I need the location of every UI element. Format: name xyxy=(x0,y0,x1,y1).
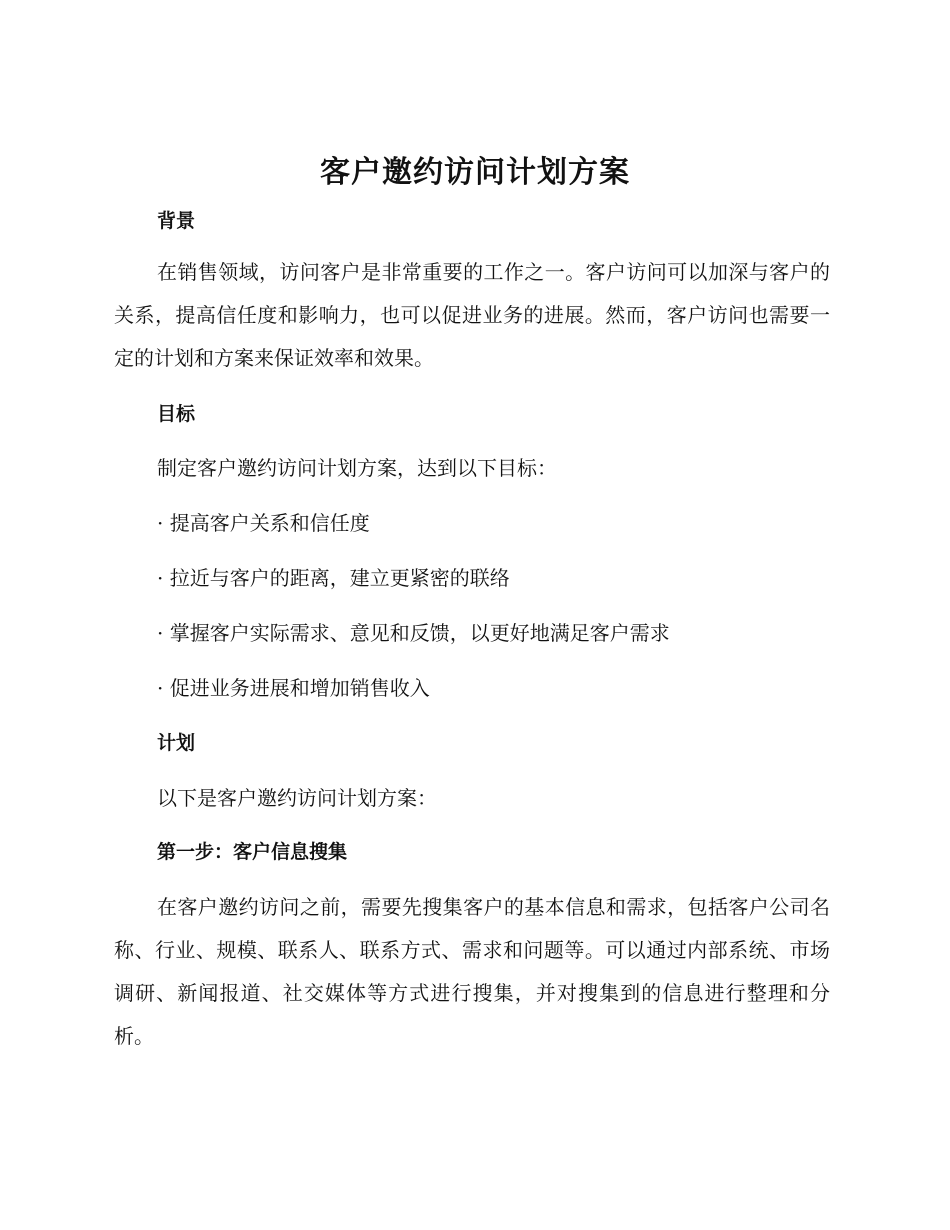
goal-list-item: · 促进业务进展和增加销售收入 xyxy=(157,676,430,700)
goal-list-item: · 拉近与客户的距离，建立更紧密的联络 xyxy=(157,566,510,590)
step1-paragraph: 在客户邀约访问之前，需要先搜集客户的基本信息和需求，包括客户公司名称、行业、规模、联系人、联系方式、需求和问题等。可以通过内部系统、市场调研、新闻报道、社交媒体等方式进行搜集，并对搜集到的信息进行整理和分析。 xyxy=(114,895,830,1048)
goals-intro: 制定客户邀约访问计划方案，达到以下目标： xyxy=(157,456,557,480)
background-paragraph: 在销售领域，访问客户是非常重要的工作之一。客户访问可以加深与客户的关系，提高信任度和影响力，也可以促进业务的进展。然而，客户访问也需要一定的计划和方案来保证效率和效果。 xyxy=(114,260,830,370)
goal-list-item: · 掌握客户实际需求、意见和反馈，以更好地满足客户需求 xyxy=(157,621,670,645)
section-heading-background: 背景 xyxy=(157,210,196,232)
section-heading-plan: 计划 xyxy=(157,732,196,754)
step1-heading: 第一步：客户信息搜集 xyxy=(157,841,348,863)
document-title: 客户邀约访问计划方案 xyxy=(320,155,630,190)
plan-intro: 以下是客户邀约访问计划方案： xyxy=(157,786,437,810)
goal-list-item: · 提高客户关系和信任度 xyxy=(157,511,370,535)
section-heading-goals: 目标 xyxy=(157,403,196,425)
